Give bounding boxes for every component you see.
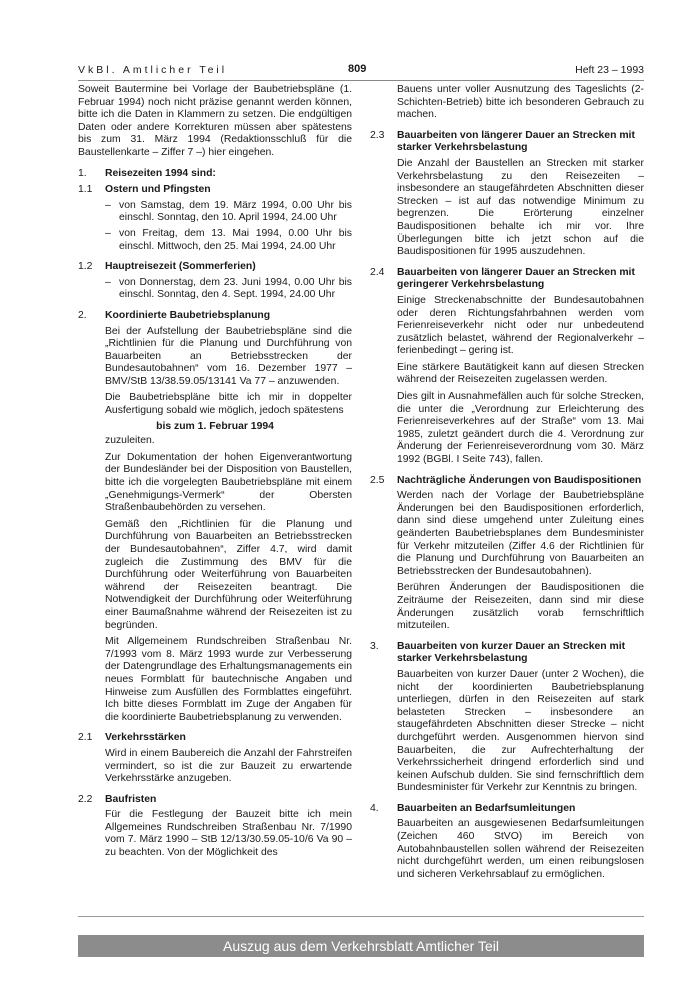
section-number: 3. — [370, 640, 379, 652]
list-item: – von Samstag, dem 19. März 1994, 0.00 Uhr bis einschl. Sonntag, den 10. April 1994, 24.00 Uhr — [105, 199, 352, 224]
paragraph: Bauarbeiten von kurzer Dauer (unter 2 Wochen), die nicht der koordinierten Baubetriebsplanung unterliegen, dürfen in den Reisezeiten auf stark belasteten Strecken – insbesondere an staugefährdeten Abschnitten dieser Strecke – nicht durchgeführt werden. Ausgenommen hiervon sind Bauarbeiten, die zur Aufrechterhaltung der Verkehrssicherheit dringend erforderlich sind und keinen Aufschub dulden. Sie sind fernschriftlich dem Bundesminister für Verkehr zur Kenntnis zu bringen. — [397, 668, 644, 794]
section-title: Baufristen — [105, 793, 157, 805]
section-title: Nachträgliche Änderungen von Baudispositionen — [397, 474, 642, 486]
paragraph: Bauarbeiten an ausgewiesenen Bedarfsumleitungen (Zeichen 460 StVO) im Bereich von Autobahnbaustellen sollen während der Reisezeiten nicht durchgeführt werden, um einen reibungslosen und sicheren Verkehrsablauf zu ermöglichen. — [397, 818, 644, 880]
section-title: Bauarbeiten von längerer Dauer an Strecken mit geringerer Verkehrsbelastung — [397, 266, 635, 291]
paragraph: Werden nach der Vorlage der Baubetriebspläne Änderungen bei den Baudispositionen erforderlich, dann sind diese umgehend unter Zuleitung eines geänderten Baubetriebsplanes dem Bundesminister für Verkehr mitzuteilen (Ziffer 4.6 der Richtlinien für die Planung und Durchführung von Bauarbeiten an Betriebsstrecken der Bundesautobahnen). — [397, 490, 644, 577]
page-number: 809 — [348, 63, 367, 75]
footer-banner: Auszug aus dem Verkehrsblatt Amtlicher Teil — [78, 935, 644, 957]
deadline: bis zum 1. Februar 1994 — [156, 420, 274, 432]
section-title: Ostern und Pfingsten — [105, 184, 211, 196]
section-4-heading — [370, 803, 644, 816]
section-title: Bauarbeiten von kurzer Dauer an Strecken mit starker Verkehrsbelastung — [397, 640, 626, 665]
section-number: 1.1 — [78, 184, 93, 196]
paragraph: Mit Allgemeinem Rundschreiben Straßenbau Nr. 7/1993 vom 8. März 1993 wurde zur Verbesserung der Datengrundlage des Erhaltungsmanagements ein neues Formblatt für bautechnische Angaben und Hinweise zum Ausfüllen des Formblattes eingeführt. Ich bitte dieses Formblatt im Zuge der Angaben für die koordinierte Baubetriebsplanung zu verwenden. — [105, 636, 352, 723]
section-title: Hauptreisezeit (Sommerferien) — [105, 261, 256, 273]
section-2-4-heading — [370, 267, 644, 292]
section-number: 2.4 — [370, 266, 385, 278]
section-title: Reisezeiten 1994 sind: — [105, 167, 216, 179]
left-column — [78, 84, 352, 864]
section-2-5-heading — [370, 475, 644, 488]
paragraph: Die Baubetriebspläne bitte ich mir in doppelter Ausfertigung sobald wie möglich, jedoch spätestens — [105, 392, 352, 417]
footer-divider — [78, 916, 644, 917]
issue-label: Heft 23 – 1993 — [575, 64, 644, 76]
paragraph: Bei der Aufstellung der Baubetriebspläne sind die „Richtlinien für die Planung und Durchführung von Bauarbeiten an Betriebsstrecken der Bundesautobahnen“ vom 16. Dezember 1977 – BMV/StB 13/38.59.05/13141 Va 77 – anzuwenden. — [105, 325, 352, 387]
paragraph: Berühren Änderungen der Baudispositionen die Zeiträume der Reisezeiten, dann sind mir diese Änderungen zusätzlich vorab fernschriftlich mitzuteilen. — [397, 582, 644, 632]
section-title: Bauarbeiten von längerer Dauer an Strecken mit starker Verkehrsbelastung — [397, 129, 635, 154]
section-number: 2.2 — [78, 793, 93, 805]
section-number: 4. — [370, 802, 379, 814]
list-item: – von Donnerstag, dem 23. Juni 1994, 0.00 Uhr bis einschl. Sonntag, den 4. Sept. 1994, 24.00 Uhr — [105, 276, 352, 301]
section-2-1-heading — [78, 732, 352, 745]
section-2-heading — [78, 310, 352, 323]
paragraph: Die Anzahl der Baustellen an Strecken mit starker Verkehrsbelastung zu den Reisezeiten – insbesondere an staugefährdeten Abschnitten dieser Strecken – ist auf das notwendige Minimum zu begrenzen. Die Erörterung einzelner Baudispositionen behalte ich mir vor. Ihre Überlegungen bitte ich jetzt schon auf die Baudispositionen für 1995 auszudehnen. — [397, 157, 644, 258]
paragraph: Wird in einem Baubereich die Anzahl der Fahrstreifen vermindert, so ist die zur Bauzeit zu erwartende Verkehrsstärke anzugeben. — [105, 747, 352, 785]
section-title: Koordinierte Baubetriebsplanung — [105, 309, 271, 321]
section-2-3-heading — [370, 130, 644, 155]
section-number: 2. — [78, 309, 87, 321]
list-item: – von Freitag, dem 13. Mai 1994, 0.00 Uhr bis einschl. Mittwoch, den 25. Mai 1994, 24.00 Uhr — [105, 227, 352, 252]
paragraph: Gemäß den „Richtlinien für die Planung und Durchführung von Bauarbeiten an Betriebsstrecken der Bundesautobahnen“, Ziffer 4.7, wird damit zugleich die Zustimmung des BMV für die Durchführung oder Weiterführung von Bauarbeiten während der Reisezeiten beantragt. Die Notwendigkeit der Durchführung oder Weiterführung einer Baumaßnahme während der Reisezeiten ist zu begründen. — [105, 518, 352, 631]
intro-paragraph: Soweit Bautermine bei Vorlage der Baubetriebspläne (1. Februar 1994) noch nicht präzise genannt werden können, bitte ich die Daten in Klammern zu setzen. Die endgültigen Daten oder andere Korrekturen müssen aber spätestens bis zum 31. März 1994 (Redaktionsschluß für die Baustellenkarte – Ziffer 7 –) hier eingehen. — [78, 84, 352, 158]
paragraph: Für die Festlegung der Bauzeit bitte ich mein Allgemeines Rundschreiben Straßenbau Nr. 7/1990 vom 7. März 1990 – StB 12/13/30.59.05-10/6 Va 90 – zu beachten. Von der Möglichkeit des — [105, 809, 352, 859]
paragraph: Eine stärkere Bautätigkeit kann auf diesen Strecken während der Reisezeiten zugelassen werden. — [397, 361, 644, 386]
paragraph: zuzuleiten. — [105, 435, 155, 447]
paragraph: Bauens unter voller Ausnutzung des Tageslichts (2-Schichten-Betrieb) bitte ich besonderen Gebrauch zu machen. — [397, 84, 644, 121]
journal-title: VkBl. Amtlicher Teil — [78, 64, 228, 76]
section-1-heading — [78, 168, 352, 181]
section-2-2-heading — [78, 794, 352, 807]
section-number: 2.1 — [78, 732, 93, 744]
section-1-2-heading — [78, 261, 352, 274]
right-column — [370, 84, 644, 885]
section-3-heading — [370, 641, 644, 666]
section-number: 2.5 — [370, 474, 385, 486]
paragraph: Einige Streckenabschnitte der Bundesautobahnen oder deren Richtungsfahrbahnen werden vom Ferienreiseverkehr nicht oder nur unbedeutend zusätzlich belastet, während der Regionalverkehr – ferienbedingt – gering ist. — [397, 294, 644, 357]
section-number: 1.2 — [78, 261, 93, 273]
section-number: 1. — [78, 167, 87, 179]
section-number: 2.3 — [370, 129, 385, 141]
page-header — [78, 62, 644, 81]
section-1-1-heading — [78, 184, 352, 197]
section-title: Verkehrsstärken — [105, 732, 186, 744]
section-title: Bauarbeiten an Bedarfsumleitungen — [397, 802, 576, 814]
paragraph: Dies gilt in Ausnahmefällen auch für solche Strecken, die unter die „Verordnung zur Erleichterung des Ferienreiseverkehres auf der Straße“ vom 13. Mai 1985, zuletzt geändert durch die 4. Verordnung zur Änderung der Ferienreiseverordnung vom 30. März 1992 (BGBl. I Seite 743), fallen. — [397, 391, 644, 466]
paragraph: Zur Dokumentation der hohen Eigenverantwortung der Bundesländer bei der Disposition von Baustellen, bitte ich die vorgelegten Baubetriebspläne mit einem „Genehmigungs-Vermerk“ der Obersten Straßenbaubehörden zu versehen. — [105, 451, 352, 514]
